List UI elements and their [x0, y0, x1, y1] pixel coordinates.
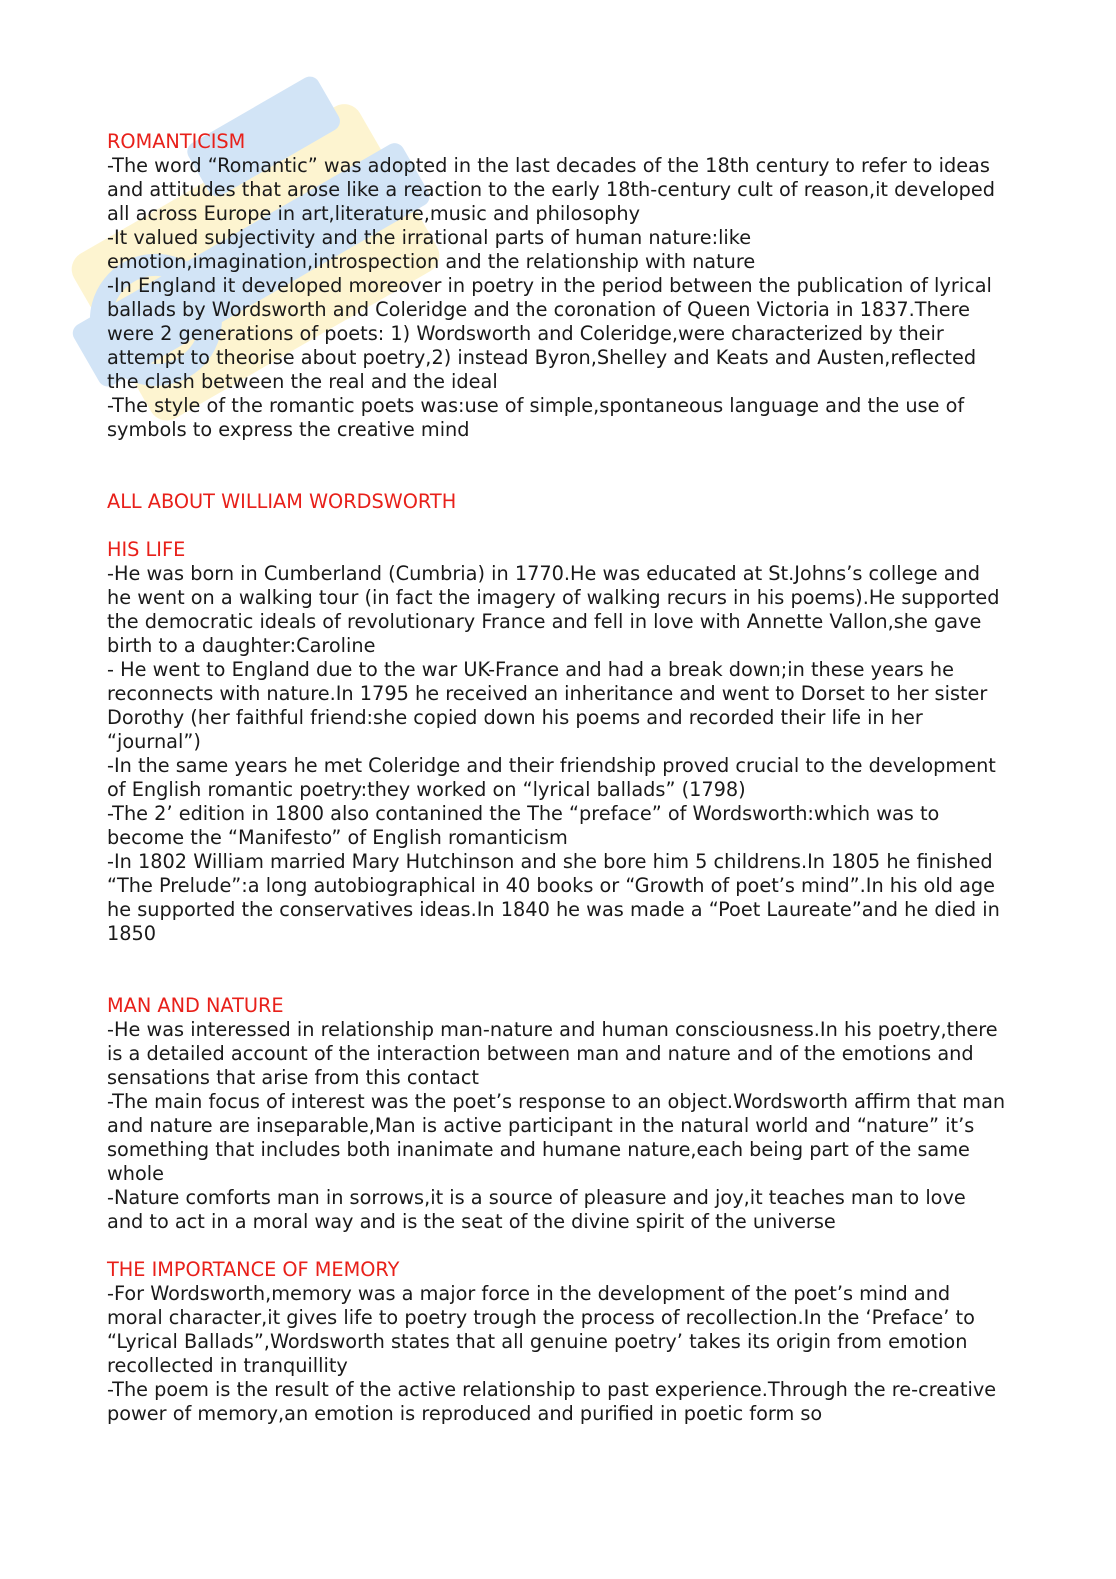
document-body — [107, 130, 1007, 1426]
heading-romanticism: ROMANTICISM — [107, 130, 246, 153]
his-life-paragraph-5: -In 1802 William married Mary Hutchinson and she bore him 5 childrens.In 1805 he finished “The Prelude”:a long autobiographical in 40 books or “Growth of poet’s mind”.In his old age he supported the conservatives ideas.In 1840 he was made a “Poet Laureate”and he died in 1850 — [107, 850, 1000, 945]
man-nature-paragraph-2: -The main focus of interest was the poet’s response to an object.Wordsworth affirm that man and nature are inseparable,Man is active participant in the natural world and “nature” it’s something that includes both inanimate and humane nature,each being part of the same whole — [107, 1090, 1006, 1185]
heading-all-about-wordsworth: ALL ABOUT WILLIAM WORDSWORTH — [107, 490, 457, 513]
man-nature-paragraph-1: -He was interessed in relationship man-nature and human consciousness.In his poetry,there is a detailed account of the interaction between man and nature and of the emotions and sensations that arise from this contact — [107, 1018, 998, 1089]
romanticism-paragraph-3: -In England it developed moreover in poetry in the period between the publication of lyrical ballads by Wordsworth and Coleridge and the coronation of Queen Victoria in 1837.There were 2 generations of poets: 1) Wordsworth and Coleridge,were characterized by their attempt to theorise about poetry,2) instead Byron,Shelley and Keats and Austen,reflected the clash between the real and the ideal — [107, 274, 992, 393]
his-life-paragraph-4: -The 2’ edition in 1800 also contanined the The “preface” of Wordsworth:which was to become the “Manifesto” of English romanticism — [107, 802, 940, 849]
romanticism-paragraph-4: -The style of the romantic poets was:use of simple,spontaneous language and the use of symbols to express the creative mind — [107, 394, 965, 441]
romanticism-paragraph-1: -The word “Romantic” was adopted in the last decades of the 18th century to refer to ideas and attitudes that arose like a reaction to the early 18th-century cult of reason,it developed all across Europe in art,literature,music and philosophy — [107, 154, 995, 225]
heading-his-life: HIS LIFE — [107, 538, 186, 561]
his-life-paragraph-2: - He went to England due to the war UK-France and had a break down;in these years he reconnects with nature.In 1795 he received an inheritance and went to Dorset to her sister Dorothy (her faithful friend:she copied down his poems and recorded their life in her “journal”) — [107, 658, 988, 753]
spacer — [107, 514, 1007, 538]
memory-paragraph-2: -The poem is the result of the active relationship to past experience.Through the re-creative power of memory,an emotion is reproduced and purified in poetic form so — [107, 1378, 997, 1425]
man-nature-paragraph-3: -Nature comforts man in sorrows,it is a source of pleasure and joy,it teaches man to love and to act in a moral way and is the seat of the divine spirit of the universe — [107, 1186, 966, 1233]
his-life-paragraph-1: -He was born in Cumberland (Cumbria) in 1770.He was educated at St.Johns’s college and he went on a walking tour (in fact the imagery of walking recurs in his poems).He supported the democratic ideals of revolutionary France and fell in love with Annette Vallon,she gave birth to a daughter:Caroline — [107, 562, 1000, 657]
spacer — [107, 1234, 1007, 1258]
heading-man-and-nature: MAN AND NATURE — [107, 994, 284, 1017]
heading-importance-of-memory: THE IMPORTANCE OF MEMORY — [107, 1258, 400, 1281]
spacer — [107, 946, 1007, 994]
memory-paragraph-1: -For Wordsworth,memory was a major force in the development of the poet’s mind and moral character,it gives life to poetry trough the process of recollection.In the ‘Preface’ to “Lyrical Ballads”,Wordsworth states that all genuine poetry’ takes its origin from emotion recollected in tranquillity — [107, 1282, 975, 1377]
spacer — [107, 442, 1007, 490]
romanticism-paragraph-2: -It valued subjectivity and the irrational parts of human nature:like emotion,imagination,introspection and the relationship with nature — [107, 226, 756, 273]
his-life-paragraph-3: -In the same years he met Coleridge and their friendship proved crucial to the development of English romantic poetry:they worked on “lyrical ballads” (1798) — [107, 754, 996, 801]
